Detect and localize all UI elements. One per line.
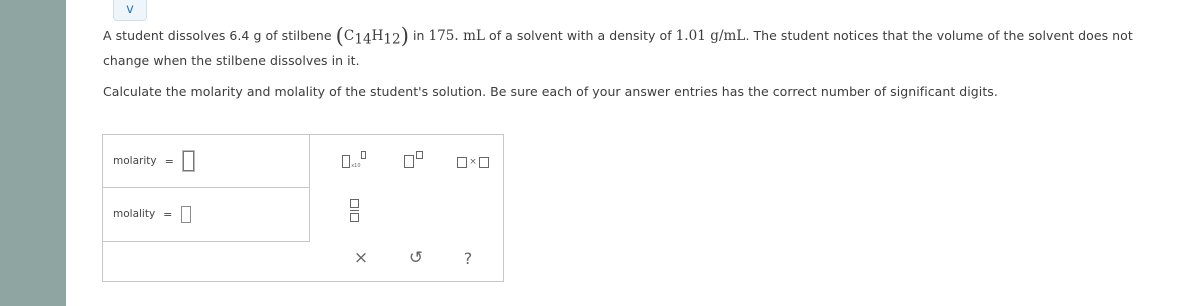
question-text: in — [408, 28, 429, 43]
chevron-down-icon[interactable]: v — [126, 1, 134, 17]
superscript-button[interactable] — [401, 149, 425, 173]
help-icon[interactable]: ? — [463, 248, 473, 268]
answer-panel — [102, 134, 504, 282]
fraction-button[interactable] — [347, 196, 361, 224]
molality-equals: = — [163, 207, 173, 221]
right-box-icon — [479, 157, 489, 168]
question-line-1 — [103, 26, 1133, 48]
exponent-box-icon — [361, 151, 366, 159]
molarity-label: molarity — [113, 155, 157, 167]
molality-row — [103, 188, 309, 240]
formula-hydrogen: H — [371, 28, 384, 44]
formula-close-paren: ) — [400, 24, 409, 48]
molarity-input[interactable] — [183, 151, 194, 171]
molarity-row — [103, 135, 309, 188]
times-label: × — [469, 157, 477, 167]
left-sidebar-strip — [0, 0, 66, 306]
formula-carbon: C — [343, 28, 355, 44]
denominator-box-icon — [350, 213, 359, 222]
formula-carbon-subscript: 14 — [354, 31, 372, 48]
multiply-units-button[interactable] — [453, 152, 493, 172]
numerator-box-icon — [350, 199, 359, 208]
question-text: . The student notices that the volume of the solvent does not — [745, 28, 1133, 43]
collapse-tab[interactable] — [113, 0, 147, 21]
base-box-icon — [404, 155, 414, 168]
base-box-icon — [342, 155, 350, 168]
answer-fields — [103, 135, 310, 242]
density-value: 1.01 g/mL — [675, 28, 746, 44]
question-text: A student dissolves 6.4 g of stilbene — [103, 28, 336, 43]
molality-input[interactable] — [181, 206, 191, 223]
fraction-bar-icon — [350, 210, 359, 211]
undo-icon[interactable]: ↺ — [408, 248, 424, 268]
molality-label: molality — [113, 208, 156, 220]
exponent-box-icon — [416, 151, 423, 159]
question-instruction: Calculate the molarity and molality of the student's solution. Be sure each of your answer entries has the correct number of significant digits. — [103, 84, 998, 99]
volume-value: 175. mL — [428, 28, 485, 44]
question-line-2: change when the stilbene dissolves in it. — [103, 53, 360, 68]
formula-open-paren: ( — [335, 24, 344, 48]
question-text: of a solvent with a density of — [484, 28, 676, 43]
left-box-icon — [457, 157, 467, 168]
scientific-notation-button[interactable] — [342, 149, 366, 173]
clear-icon[interactable]: × — [353, 248, 369, 268]
formula-hydrogen-subscript: 12 — [383, 31, 401, 48]
molarity-equals: = — [164, 154, 174, 168]
x10-label: x10 — [351, 162, 361, 169]
